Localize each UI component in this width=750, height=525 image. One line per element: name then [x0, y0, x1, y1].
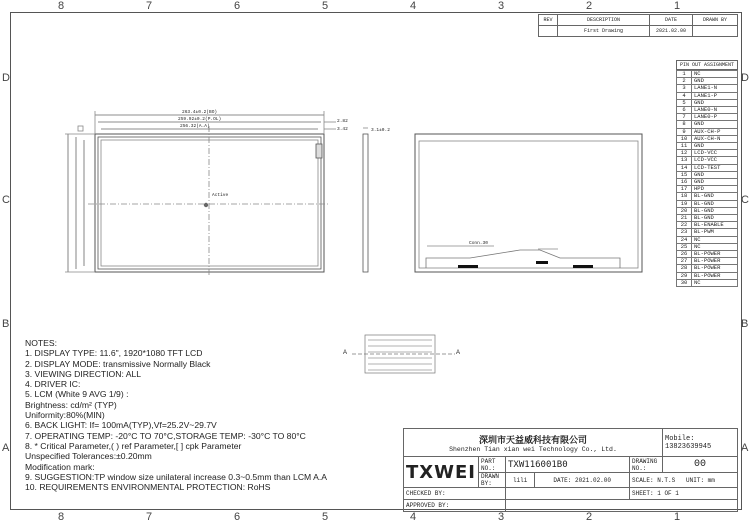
note-line: 4. DRIVER IC:	[25, 379, 81, 390]
pin-number: 5	[677, 99, 692, 106]
ruler-bottom-5: 5	[322, 511, 329, 523]
pin-signal: BL-GND	[692, 200, 738, 207]
pin-number: 26	[677, 251, 692, 258]
notes-block	[25, 338, 327, 492]
ruler-right-a: A	[741, 442, 749, 454]
pin-number: 9	[677, 128, 692, 135]
pin-number: 11	[677, 143, 692, 150]
ruler-top-1: 1	[674, 0, 681, 12]
pin-signal: LANE0-N	[692, 107, 738, 114]
pin-number: 15	[677, 171, 692, 178]
company-logo: TXWEI	[406, 461, 477, 483]
pin-signal: BL-GND	[692, 207, 738, 214]
unit-label: UNIT:	[686, 476, 705, 484]
mobile-label: Mobile:	[665, 434, 695, 443]
pin-signal: AUX-CH-P	[692, 128, 738, 135]
logo-cell	[404, 457, 479, 488]
pin-signal: GND	[692, 171, 738, 178]
section-detail	[352, 335, 455, 373]
note-line: Brightness: cd/m² (TYP)	[25, 399, 117, 410]
rev-cell-date: 2021.02.00	[650, 26, 693, 37]
pin-signal: AUX-CH-N	[692, 135, 738, 142]
pin-signal: GND	[692, 99, 738, 106]
pin-number: 30	[677, 279, 692, 286]
pin-number: 8	[677, 121, 692, 128]
ruler-bottom-3: 3	[498, 511, 505, 523]
sheet-value: 1	[657, 490, 661, 497]
note-line: 8. * Critical Parameter,( ) ref Parameter,[ ] cpk Parameter	[25, 440, 242, 451]
pin-signal: NC	[692, 279, 738, 286]
note-line: Uniformity:80%(MIN)	[25, 410, 105, 421]
pin-signal: BL-POWER	[692, 265, 738, 272]
ruler-right-b: B	[741, 318, 749, 330]
note-line: 6. BACK LIGHT: If= 100mA(TYP),Vf=25.2V~29.7V	[25, 420, 217, 431]
pin-number: 14	[677, 164, 692, 171]
pin-number: 4	[677, 92, 692, 99]
unit-value: mm	[707, 476, 715, 484]
rev-header-drawn-by: DRAWN BY	[693, 15, 738, 26]
pin-signal: LCD-TEST	[692, 164, 738, 171]
ruler-bottom-2: 2	[586, 511, 593, 523]
ruler-bottom-6: 6	[234, 511, 241, 523]
note-line: Unspecified Tolerances:±0.20mm	[25, 451, 152, 462]
pin-number: 27	[677, 258, 692, 265]
pin-number: 21	[677, 215, 692, 222]
pin-number: 23	[677, 229, 692, 236]
of-label: OF	[664, 490, 672, 497]
date-label: DATE:	[553, 476, 572, 484]
ruler-top-4: 4	[410, 0, 417, 12]
date-value: 2021.02.00	[574, 476, 611, 484]
sheet-label: SHEET:	[632, 490, 654, 497]
pin-number: 18	[677, 193, 692, 200]
dim-right-1: 2.82	[337, 119, 348, 124]
rev-header-rev: REV	[539, 15, 558, 26]
pin-signal: HPD	[692, 186, 738, 193]
ruler-bottom-7: 7	[146, 511, 153, 523]
pin-signal: LCD-VCC	[692, 150, 738, 157]
pin-signal: BL-PWM	[692, 229, 738, 236]
note-line: 7. OPERATING TEMP: -20°C TO 70°C,STORAGE TEMP: -30°C TO 80°C	[25, 430, 306, 441]
ruler-top-2: 2	[586, 0, 593, 12]
pin-number: 13	[677, 157, 692, 164]
part-no-label: PART NO.:	[479, 457, 506, 473]
pin-signal: NC	[692, 236, 738, 243]
ruler-left-a: A	[2, 442, 10, 454]
of-value: 1	[675, 490, 679, 497]
note-line: 3. VIEWING DIRECTION: ALL	[25, 368, 142, 379]
ruler-right-c: C	[741, 194, 749, 206]
pin-signal: BL-POWER	[692, 258, 738, 265]
rev-header-date: DATE	[650, 15, 693, 26]
ruler-top-8: 8	[58, 0, 65, 12]
dim-outline-width: 263.4±0.2(BO)	[182, 110, 218, 115]
note-line: 5. LCM (White 9 AVG 1/9) :	[25, 389, 129, 400]
front-view	[65, 111, 336, 275]
part-no-value: TXW116001B0	[506, 457, 630, 473]
ruler-bottom-8: 8	[58, 511, 65, 523]
pin-signal: GND	[692, 78, 738, 85]
title-block	[403, 428, 738, 508]
section-mark-right: A	[456, 350, 461, 356]
mobile-cell	[663, 429, 738, 457]
pin-number: 24	[677, 236, 692, 243]
ruler-top-6: 6	[234, 0, 241, 12]
pin-signal: GND	[692, 143, 738, 150]
pin-signal: LCD-VCC	[692, 157, 738, 164]
pin-signal: GND	[692, 179, 738, 186]
pin-signal: NC	[692, 243, 738, 250]
active-area-label: Active	[212, 193, 229, 198]
notes-title: NOTES:	[25, 338, 57, 348]
ruler-bottom-4: 4	[410, 511, 417, 523]
dim-right-2: 3.42	[337, 127, 348, 132]
ruler-left-c: C	[2, 194, 10, 206]
pin-number: 3	[677, 85, 692, 92]
ruler-left-d: D	[2, 72, 10, 84]
pin-number: 2	[677, 78, 692, 85]
pin-number: 29	[677, 272, 692, 279]
scale-unit-cell	[630, 473, 738, 488]
rev-cell-description: First Drawing	[558, 26, 650, 37]
company-cell	[404, 429, 663, 457]
ruler-left-b: B	[2, 318, 10, 330]
pin-signal: LANE0-P	[692, 114, 738, 121]
ruler-right-d: D	[741, 72, 749, 84]
pin-number: 17	[677, 186, 692, 193]
ruler-top-5: 5	[322, 0, 329, 12]
pin-signal: BL-POWER	[692, 251, 738, 258]
rear-view	[415, 134, 642, 272]
pin-signal: BL-GND	[692, 193, 738, 200]
dim-active-width: 256.32(A.A)	[180, 124, 210, 129]
ruler-top-7: 7	[146, 0, 153, 12]
checked-by-label: CHECKED BY:	[404, 488, 506, 500]
date-cell	[535, 473, 630, 488]
pin-signal: BL-POWER	[692, 272, 738, 279]
rev-header-description: DESCRIPTION	[558, 15, 650, 26]
sheet-cell	[630, 488, 738, 500]
note-line: 9. SUGGESTION:TP window size unilateral increase 0.3~0.5mm than LCM A.A	[25, 471, 327, 482]
scale-label: SCALE:	[632, 476, 654, 484]
drawn-by-value: lili	[506, 473, 535, 488]
pin-signal: LANE1-N	[692, 85, 738, 92]
pin-signal: NC	[692, 71, 738, 78]
drawn-by-label: DRAWN BY:	[479, 473, 506, 488]
pin-number: 22	[677, 222, 692, 229]
pin-number: 6	[677, 107, 692, 114]
pin-table-title: PIN OUT ASSIGNMENT	[676, 60, 738, 70]
pin-number: 12	[677, 150, 692, 157]
pin-number: 7	[677, 114, 692, 121]
pin-number: 10	[677, 135, 692, 142]
note-line: 2. DISPLAY MODE: transmissive Normally Black	[25, 358, 211, 369]
pin-signal: LANE1-P	[692, 92, 738, 99]
pin-number: 28	[677, 265, 692, 272]
pin-number: 20	[677, 207, 692, 214]
approved-by-label: APPROVED BY:	[404, 500, 506, 512]
section-mark-left: A	[343, 350, 348, 356]
dim-polarizer-width: 259.92±0.2(P.OL)	[178, 117, 222, 122]
pin-signal: BL-GND	[692, 215, 738, 222]
pin-signal: BL-ENABLE	[692, 222, 738, 229]
company-name-en: Shenzhen Tian xian wei Technology Co., Ltd.	[449, 445, 617, 453]
mobile-number: 13823639945	[665, 442, 712, 451]
ruler-top-3: 3	[498, 0, 505, 12]
scale-value: N.T.S	[657, 476, 676, 484]
note-line: 1. DISPLAY TYPE: 11.6", 1920*1080 TFT LCD	[25, 348, 203, 359]
company-name-cn: 深圳市天益威科技有限公司	[478, 435, 587, 446]
side-thickness-dim: 3.1±0.2	[371, 128, 390, 133]
pin-number: 25	[677, 243, 692, 250]
ruler-bottom-1: 1	[674, 511, 681, 523]
drawing-no-value: 00	[663, 457, 738, 473]
pin-signal: GND	[692, 121, 738, 128]
note-line: 10. REQUIREMENTS ENVIRONMENTAL PROTECTION: RoHS	[25, 482, 271, 493]
connector-label: Conn.30	[469, 241, 488, 246]
pin-number: 19	[677, 200, 692, 207]
note-line: Modification mark:	[25, 461, 95, 472]
side-view	[363, 128, 368, 272]
pin-number: 16	[677, 179, 692, 186]
pin-number: 1	[677, 71, 692, 78]
drawing-no-label: DRAWING NO.:	[630, 457, 663, 473]
